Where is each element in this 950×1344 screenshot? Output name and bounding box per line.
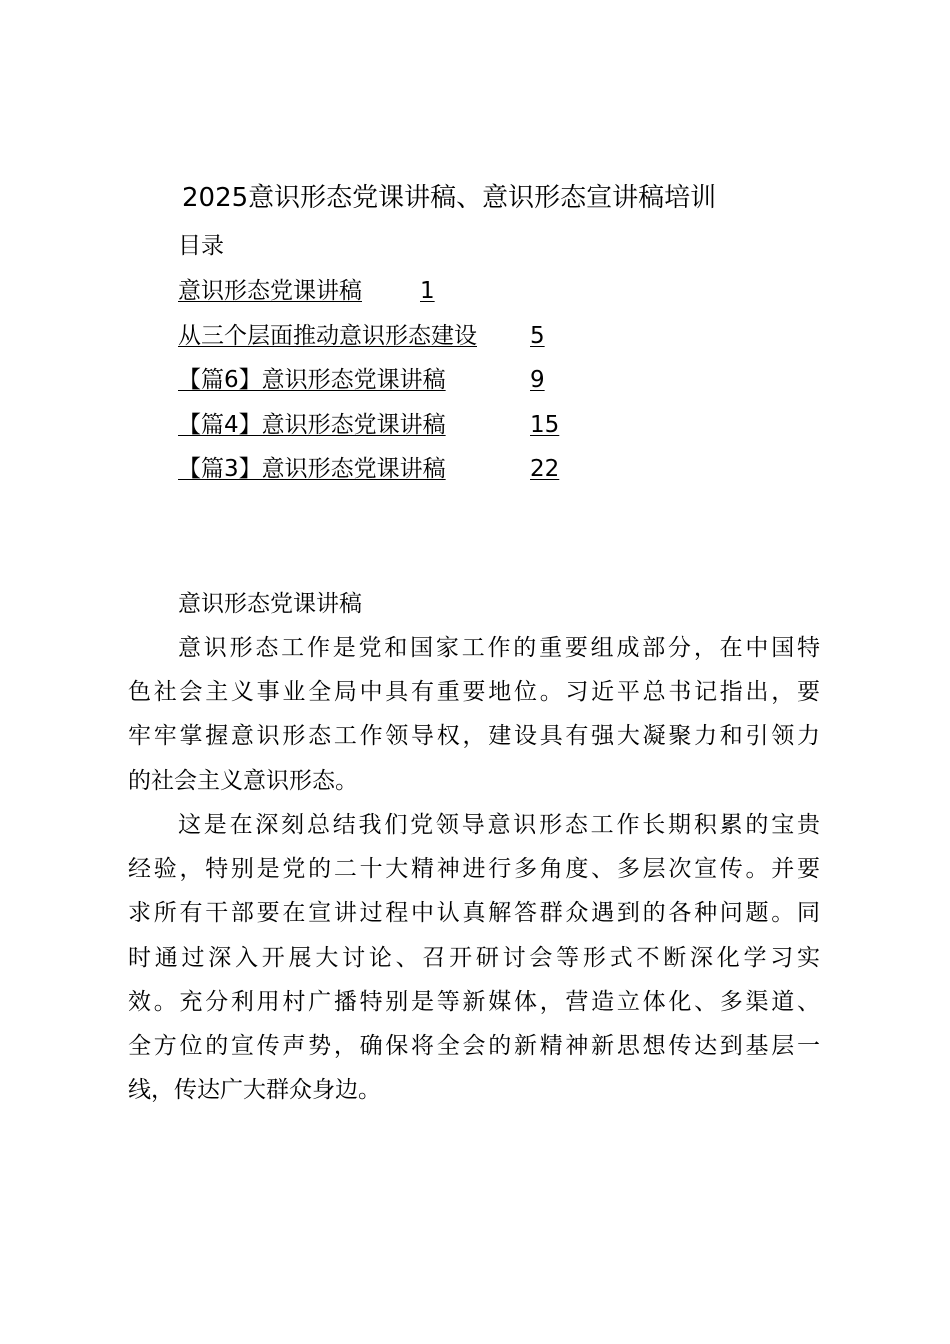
toc-link-5[interactable] bbox=[178, 451, 559, 487]
toc-item-label: 【篇6】意识形态党课讲稿 bbox=[178, 367, 446, 393]
paragraph-line: 全方位的宣传声势，确保将全会的新精神新思想传达到基层一 bbox=[128, 1033, 820, 1060]
toc-link-2[interactable] bbox=[178, 318, 545, 354]
paragraph-line: 求所有干部要在宣讲过程中认真解答群众遇到的各种问题。同 bbox=[128, 900, 820, 927]
paragraph-line: 效。充分利用村广播特别是等新媒体，营造立体化、多渠道、 bbox=[128, 988, 820, 1015]
paragraph-line: 的社会主义意识形态。 bbox=[128, 767, 358, 794]
section-title: 意识形态党课讲稿 bbox=[178, 591, 362, 617]
paragraph-line: 意识形态工作是党和国家工作的重要组成部分，在中国特 bbox=[178, 635, 820, 661]
body-paragraph bbox=[128, 803, 820, 1112]
toc-item-page: 15 bbox=[530, 411, 560, 438]
paragraph-line: 经验，特别是党的二十大精神进行多角度、多层次宣传。并要 bbox=[128, 856, 820, 883]
toc-item-page: 22 bbox=[530, 456, 560, 482]
toc-link-3[interactable] bbox=[178, 362, 545, 398]
toc-item bbox=[178, 362, 559, 407]
document-title: 2025意识形态党课讲稿、意识形态宣讲稿培训 bbox=[182, 183, 717, 213]
paragraph-line: 这是在深刻总结我们党领导意识形态工作长期积累的宝贵 bbox=[178, 812, 820, 838]
toc-item bbox=[178, 318, 559, 363]
table-of-contents bbox=[178, 273, 559, 496]
toc-heading: 目录 bbox=[178, 233, 224, 259]
toc-link-1[interactable] bbox=[178, 273, 435, 309]
toc-item-page: 5 bbox=[530, 322, 545, 349]
toc-item-label: 意识形态党课讲稿 bbox=[178, 278, 362, 304]
toc-item-page: 1 bbox=[420, 278, 435, 304]
toc-item bbox=[178, 273, 559, 318]
paragraph-line: 线，传达广大群众身边。 bbox=[128, 1077, 381, 1104]
toc-item-page: 9 bbox=[530, 367, 545, 393]
toc-item-label: 【篇4】意识形态党课讲稿 bbox=[178, 411, 446, 438]
toc-link-4[interactable] bbox=[178, 407, 559, 443]
toc-item-label: 从三个层面推动意识形态建设 bbox=[178, 322, 477, 349]
paragraph-line: 牢牢掌握意识形态工作领导权，建设具有强大凝聚力和引领力 bbox=[128, 723, 820, 750]
body-paragraph bbox=[128, 626, 820, 803]
paragraph-line: 色社会主义事业全局中具有重要地位。习近平总书记指出，要 bbox=[128, 679, 820, 706]
paragraph-line: 时通过深入开展大讨论、召开研讨会等形式不断深化学习实 bbox=[128, 944, 820, 971]
toc-item-label: 【篇3】意识形态党课讲稿 bbox=[178, 456, 446, 482]
toc-item bbox=[178, 407, 559, 452]
toc-item bbox=[178, 451, 559, 496]
